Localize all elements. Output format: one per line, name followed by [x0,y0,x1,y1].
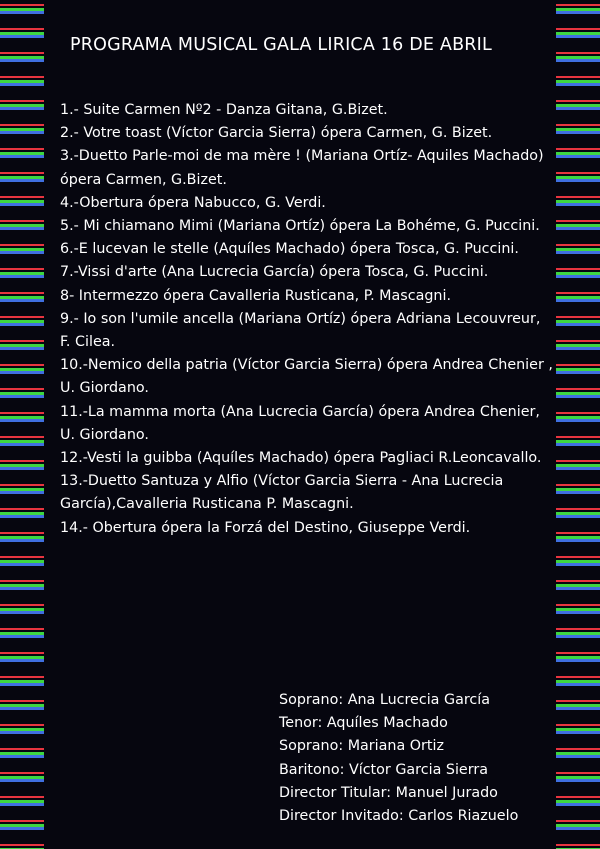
page-title: PROGRAMA MUSICAL GALA LIRICA 16 DE ABRIL [70,35,492,55]
program-item: 2.- Votre toast (Víctor Garcia Sierra) ópera Carmen, G. Bizet. [60,125,493,142]
program-item: 8- Intermezzo ópera Cavalleria Rusticana, P. Mascagni. [60,287,452,304]
credit-line: Director Titular: Manuel Jurado [279,784,498,801]
credits-list [279,689,555,828]
credit-line: Soprano: Mariana Ortiz [279,738,444,755]
program-item: 1.- Suite Carmen Nº2 - Danza Gitana, G.Bizet. [60,102,388,118]
program-list [60,99,555,540]
program-item: 7.-Vissi d'arte (Ana Lucrecia García) ópera Tosca, G. Puccini. [60,264,489,281]
program-item: 13.-Duetto Santuza y Alfio (Víctor Garcia Sierra - Ana Lucrecia García),Cavalleria Rusticana P. Mascagni. [60,473,504,513]
credit-line: Director Invitado: Carlos Riazuelo [279,808,519,825]
credit-line: Tenor: Aquíles Machado [279,715,448,732]
program-item: 14.- Obertura ópera la Forzá del Destino, Giuseppe Verdi. [60,519,471,536]
right-stripe-border [556,0,600,849]
program-item: 6.-E lucevan le stelle (Aquíles Machado) ópera Tosca, G. Puccini. [60,241,519,258]
left-stripe-border [0,0,44,849]
program-item: 11.-La mamma morta (Ana Lucrecia García) ópera Andrea Chenier, U. Giordano. [60,403,540,443]
program-item: 9.- Io son l'umile ancella (Mariana Ortíz) ópera Adriana Lecouvreur, F. Cilea. [60,310,541,351]
program-item: 5.- Mi chiamano Mimi (Mariana Ortíz) ópera La Bohéme, G. Puccini. [60,218,540,235]
program-item: 12.-Vesti la guibba (Aquíles Machado) ópera Pagliaci R.Leoncavallo. [60,450,542,467]
program-item: 10.-Nemico della patria (Víctor Garcia Sierra) ópera Andrea Chenier , U. Giordano. [60,357,553,397]
program-item: 4.-Obertura ópera Nabucco, G. Verdi. [60,194,326,211]
program-item: 3.-Duetto Parle-moi de ma mère ! (Mariana Ortíz- Aquiles Machado) ópera Carmen, G.Bizet. [60,148,544,188]
credit-line: Soprano: Ana Lucrecia García [279,692,490,708]
credit-line: Baritono: Víctor Garcia Sierra [279,761,488,778]
